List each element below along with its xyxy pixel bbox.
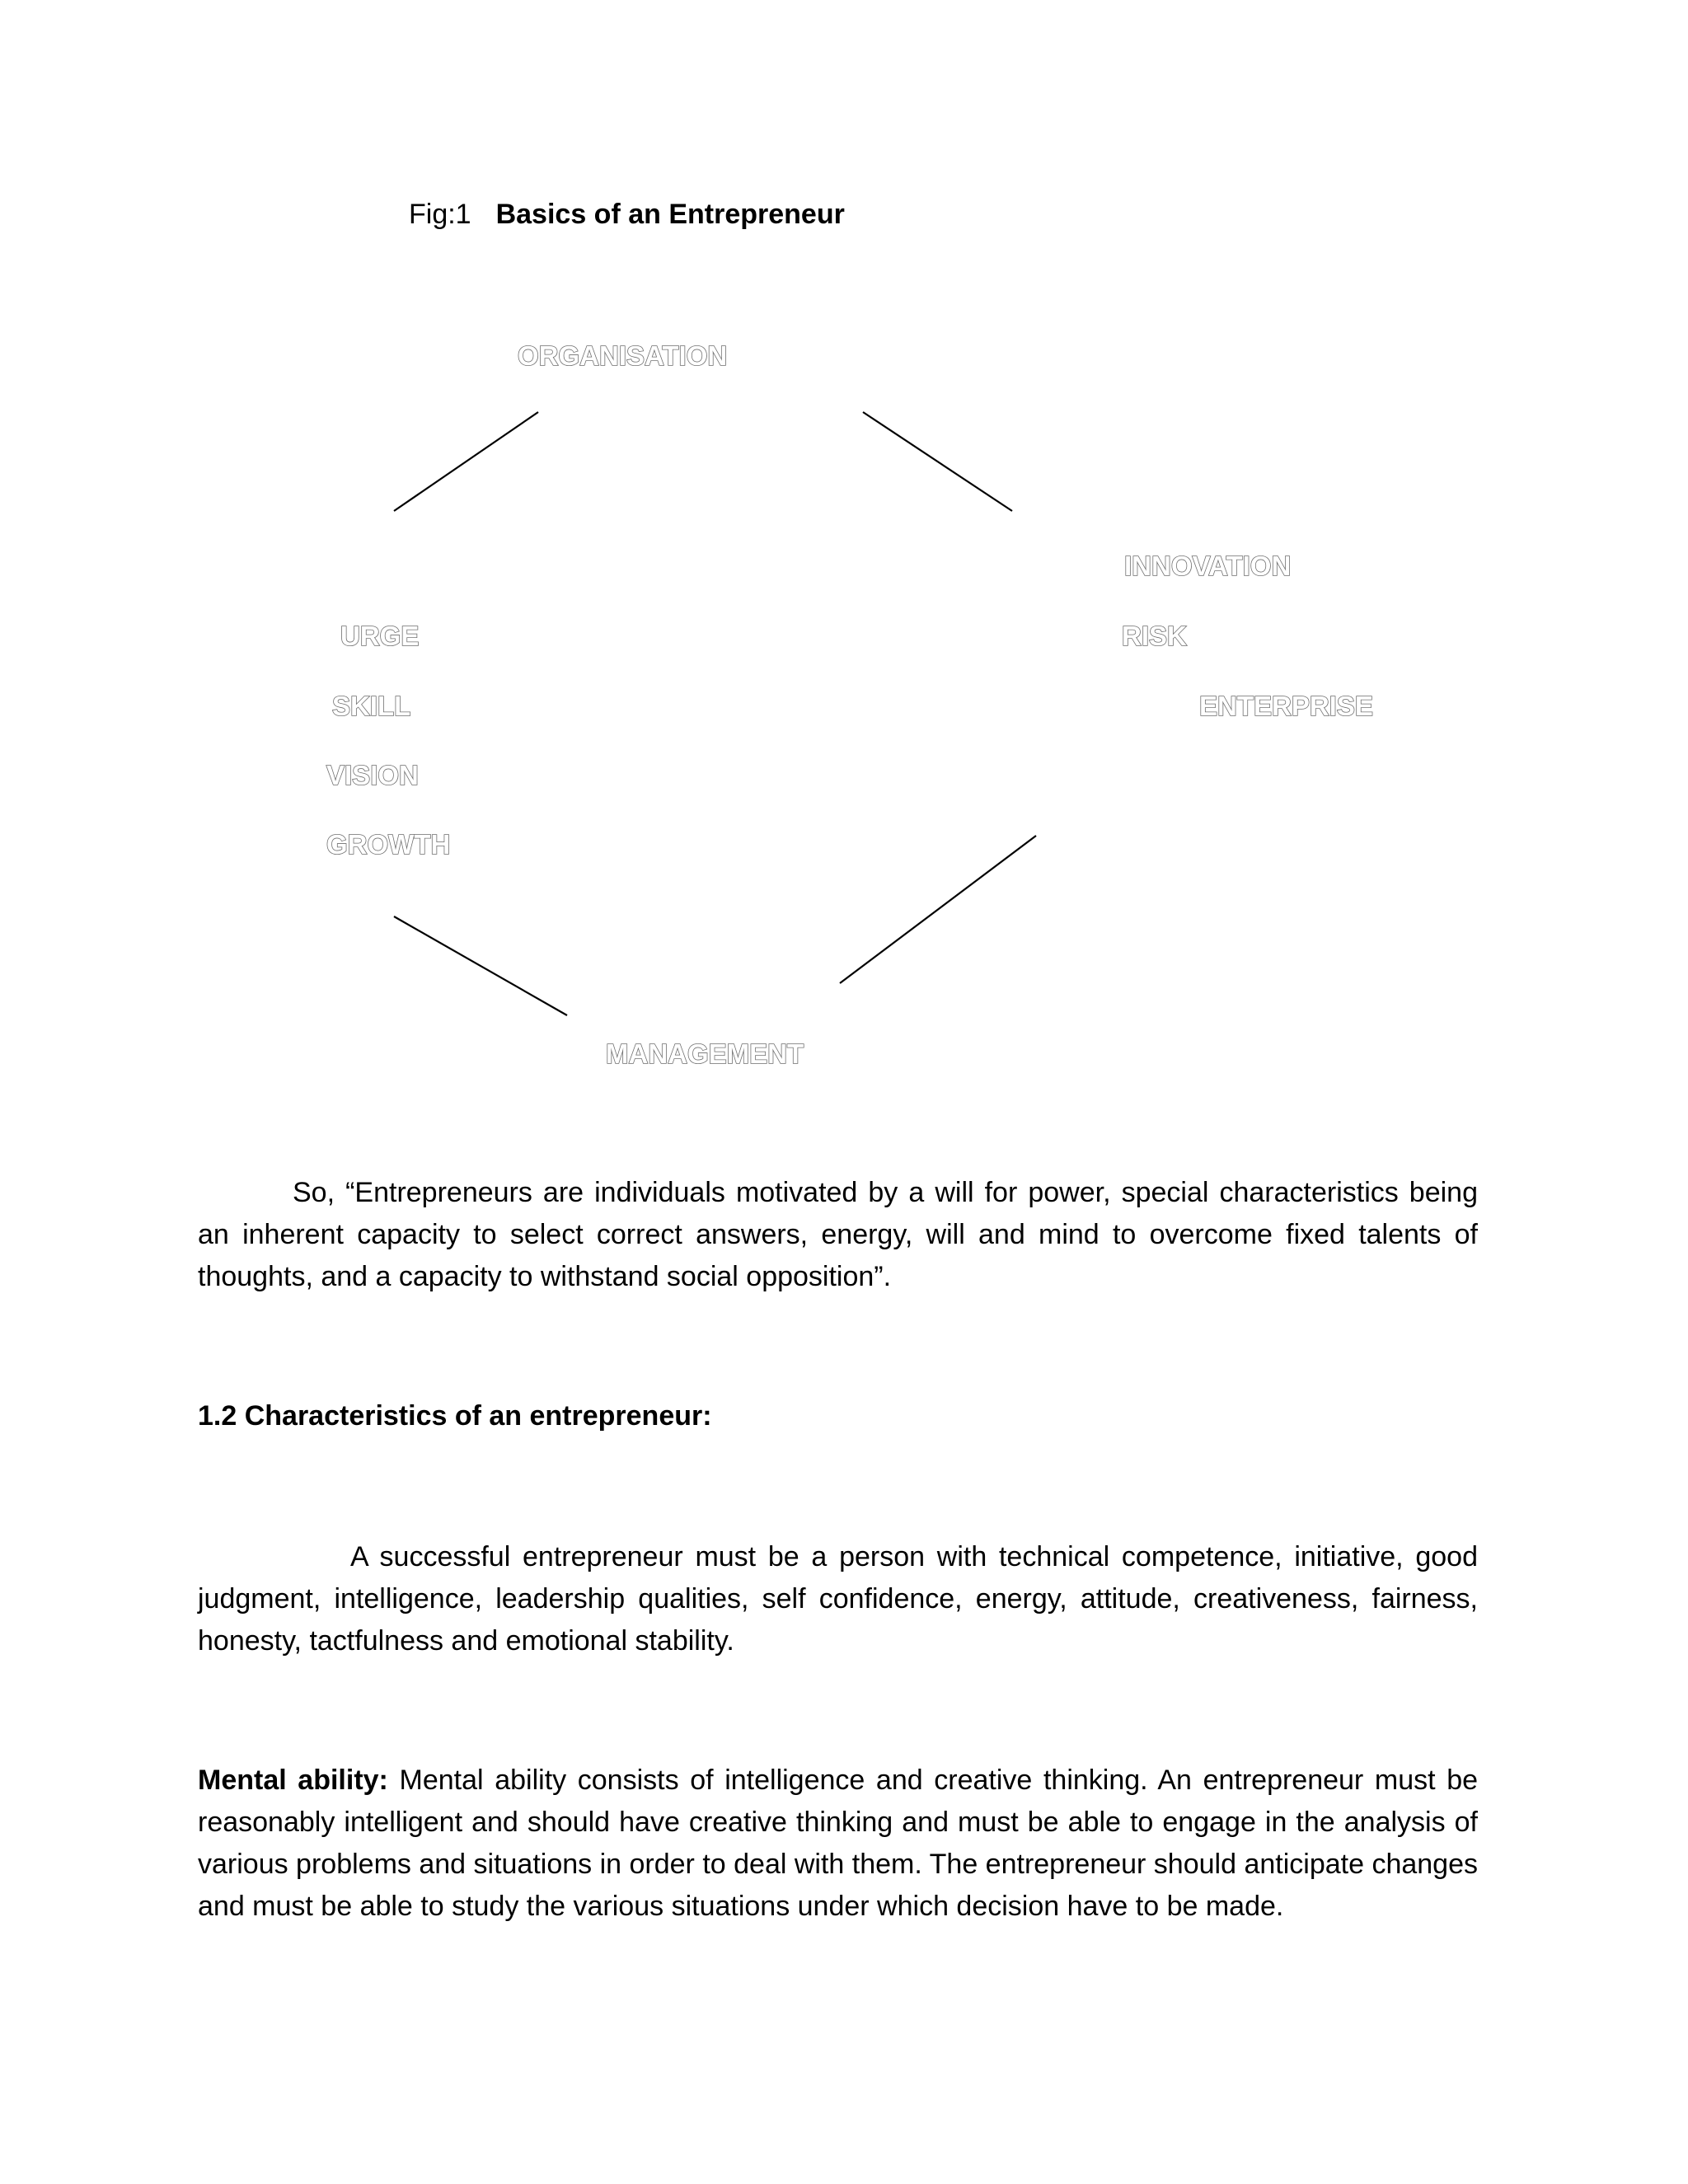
connector-top-right xyxy=(863,412,1012,511)
connector-bottom-left xyxy=(394,916,567,1015)
node-innovation: INNOVATION xyxy=(1124,551,1292,581)
mental-ability-text: Mental ability consists of intelligence and creative thinking. An entrepreneur must be reasonably intelligent and should have creative thinking and must be able to engage in the analysis of various problems and situations in order to deal with them. The entrepreneur should anticipate changes and must be able to study the various situations under which decision have to be made. xyxy=(198,1765,1479,1922)
node-vision: VISION xyxy=(326,760,419,790)
quote-text: So, “Entrepreneurs are individuals motivated by a will for power, special characteristics being an inherent capacity to select correct answers, energy, will and mind to overcome fixed talents of thoughts, and a capacity to withstand social opposition”. xyxy=(198,1177,1478,1292)
connector-bottom-right xyxy=(840,836,1036,983)
node-risk: RISK xyxy=(1122,621,1187,651)
node-growth: GROWTH xyxy=(326,829,451,860)
figure-title: Basics of an Entrepreneur xyxy=(495,199,845,230)
quote-paragraph xyxy=(198,1172,1478,1298)
node-urge: URGE xyxy=(340,621,420,651)
diagram-canvas xyxy=(0,0,1688,1088)
node-management: MANAGEMENT xyxy=(606,1038,804,1069)
node-organisation: ORGANISATION xyxy=(518,340,728,371)
characteristics-paragraph xyxy=(198,1536,1478,1662)
section-heading: 1.2 Characteristics of an entrepreneur: xyxy=(198,1400,712,1432)
node-skill: SKILL xyxy=(332,691,411,721)
characteristics-text: A successful entrepreneur must be a person with technical competence, initiative, good judgment, intelligence, leadership qualities, self confidence, energy, attitude, creativeness, fairness, honesty, tactfulness and emotional stability. xyxy=(198,1541,1478,1657)
mental-ability-lead: Mental ability: xyxy=(198,1765,388,1796)
entrepreneur-diagram xyxy=(0,0,1688,1088)
figure-number: Fig:1 xyxy=(409,199,471,230)
connector-top-left xyxy=(394,412,538,511)
mental-ability-paragraph xyxy=(198,1760,1478,1928)
node-enterprise: ENTERPRISE xyxy=(1199,691,1373,721)
